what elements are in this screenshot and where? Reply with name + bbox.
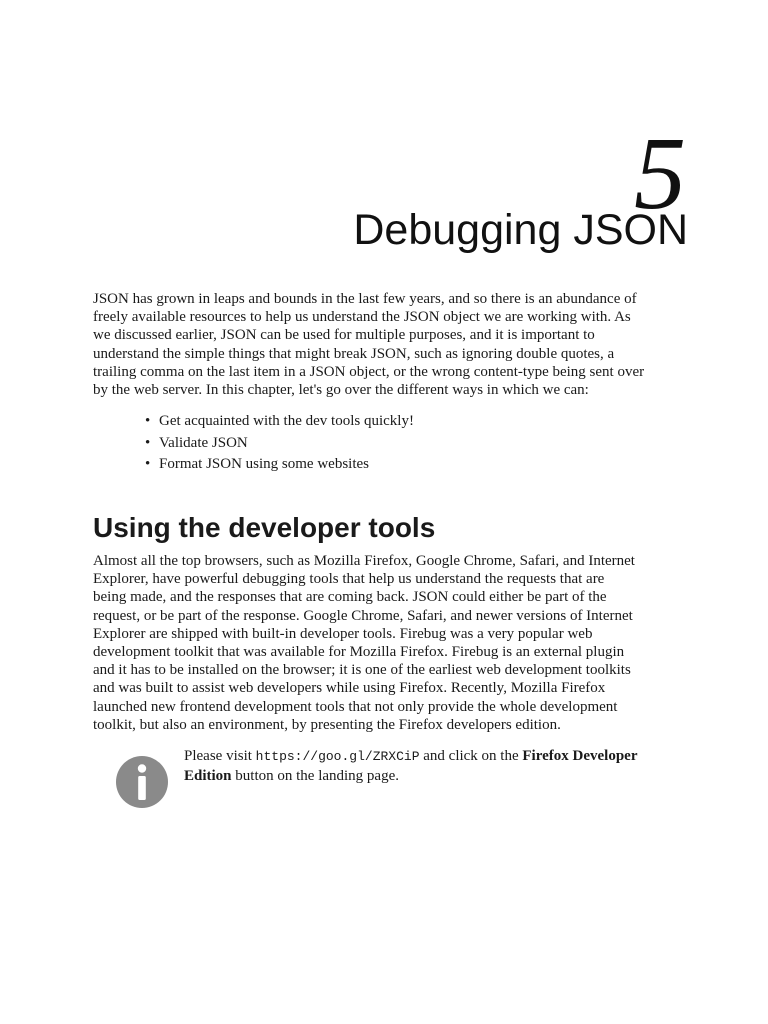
intro-line: understand the simple things that might break JSON, such as ignoring double quotes, a [93,345,615,362]
section-line: Explorer, have powerful debugging tools that help us understand the requests that are [93,571,605,588]
section-line: being made, and the responses that are coming back. JSON could either be part of the [93,589,607,606]
bullet-item-format: • Format JSON using some websites [143,454,414,476]
info-prefix: Please visit [184,748,256,764]
section-paragraph [93,552,691,734]
intro-line: freely available resources to help us understand the JSON object we are working with. As [93,309,631,326]
info-suffix: button on the landing page. [231,767,399,784]
info-icon [116,756,168,808]
intro-line: trailing comma on the last item in a JSON object, or the wrong content-type being sent over [93,363,645,380]
section-line: request, or be part of the response. Google Chrome, Safari, and newer versions of Internet [93,607,633,624]
section-line: Almost all the top browsers, such as Mozilla Firefox, Google Chrome, Safari, and Internet [93,553,635,569]
intro-line: by the web server. In this chapter, let's go over the different ways in which we can: [93,382,589,399]
info-url-link[interactable]: https://goo.gl/ZRXCiP [255,749,420,764]
section-line: and was built to assist web developers while using Firefox. Recently, Mozilla Firefox [93,680,606,697]
section-line: launched new frontend development tools that not only provide the whole development [93,698,618,715]
chapter-title: Debugging JSON [353,206,688,254]
info-bold-product: Firefox Developer Edition [184,748,638,784]
bullet-item-validate: • Validate JSON [143,433,414,455]
intro-line: we discussed earlier, JSON can be used for multiple purposes, and it is important to [93,327,595,344]
info-note [184,747,680,785]
section-line: and it has to be installed on the browser; it is one of the earliest web development toolkits [93,662,631,679]
bullet-item-dev-tools: • Get acquainted with the dev tools quickly! [143,411,414,433]
bullet-list [143,411,414,476]
info-middle: and click on the [419,748,523,764]
section-heading: Using the developer tools [93,512,436,543]
section-line: toolkit, but also an environment, by presenting the Firefox developers edition. [93,716,561,733]
chapter-number: 5 [634,116,686,231]
section-line: Explorer are shipped with built-in developer tools. Firebug was a very popular web [93,625,593,642]
intro-line: JSON has grown in leaps and bounds in the last few years, and so there is an abundance of [93,291,637,307]
section-line: development toolkit that was available for Mozilla Firefox. Firebug is an external plugin [93,644,625,661]
intro-paragraph [93,290,691,399]
